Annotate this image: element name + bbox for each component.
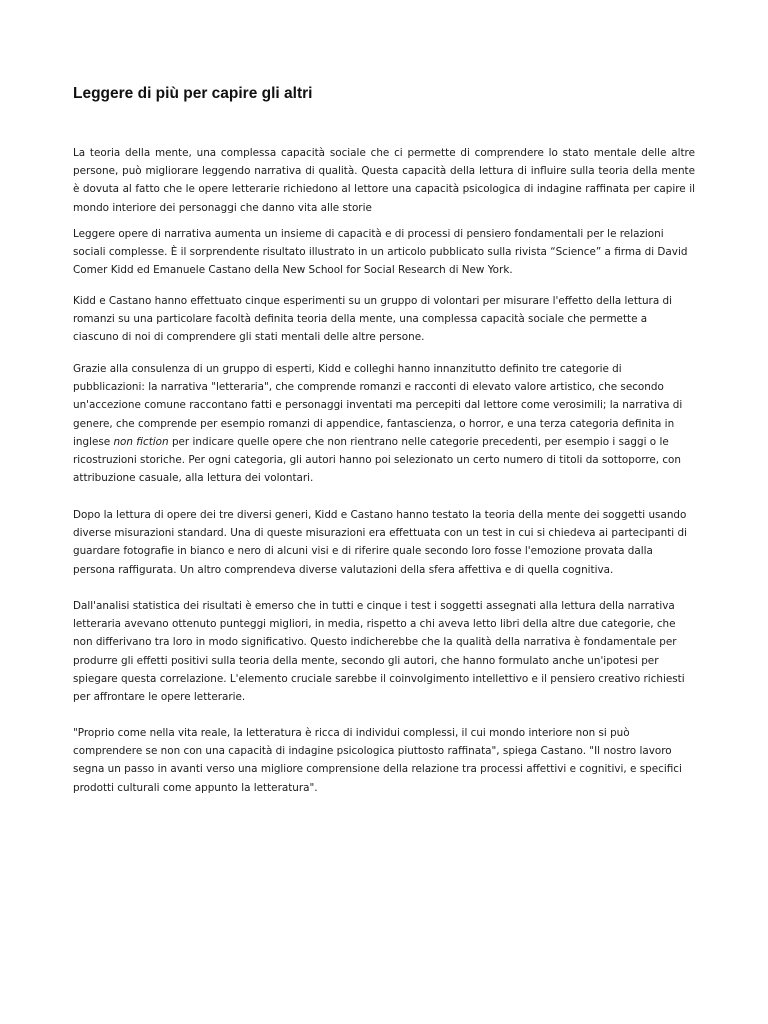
paragraph-quote: "Proprio come nella vita reale, la letteratura è ricca di individui complessi, il cui mondo interiore non si può comprendere se non con una capacità di indagine psicologica piuttosto raffinata", spiega Castano. "Il nostro lavoro segna un passo in avanti verso una migliore comprensione della relazione tra processi affettivi e cognitivi, e specifici prodotti culturali come appunto la letteratura". xyxy=(73,727,682,794)
paragraph-science-article: Leggere opere di narrativa aumenta un insieme di capacità e di processi di pensiero fondamentali per le relazioni sociali complesse. È il sorprendente risultato illustrato in un articolo pubblicato sulla rivista “Science” a firma di David Comer Kidd ed Emanuele Castano della New School for Social Research di New York. xyxy=(73,228,688,277)
paragraph-results: Dall'analisi statistica dei risultati è emerso che in tutti e cinque i test i soggetti assegnati alla lettura della narrativa letteraria avevano ottenuto punteggi migliori, in media, rispetto a chi aveva letto libri della altre due categorie, che non differivano tra loro in modo significativo. Questo indicherebbe che la qualità della narrativa è fondamentale per produrre gli effetti positivi sulla teoria della mente, secondo gli autori, che hanno formulato anche un'ipotesi per spiegare questa correlazione. L'elemento cruciale sarebbe il coinvolgimento intellettivo e il pensiero creativo richiesti per affrontare le opere letterarie. xyxy=(73,600,685,704)
paragraph-categories-text-start: Grazie alla consulenza di un gruppo di esperti, Kidd e colleghi hanno innanzitutto definito tre categorie di pubblicazioni: la narrativa "letteraria", che comprende romanzi e racconti di elevato valore artistico, che secondo un'accezione comune raccontano fatti e personaggi inventati ma percepiti dal lettore come verosimili; la narrativa di genere, che comprende per esempio romanzi di appendice, fantascienza, o horror, e una terza categoria definita in inglese xyxy=(73,363,683,448)
article-title: Leggere di più per capire gli altri xyxy=(73,85,313,102)
paragraph-categories-text-end: per indicare quelle opere che non rientrano nelle categorie precedenti, per esempio i saggi o le ricostruzioni storiche. Per ogni categoria, gli autori hanno poi selezionato un certo numero di titoli da sottoporre, con attribuzione casuale, alla lettura dei volontari. xyxy=(73,435,681,485)
paragraph-categories xyxy=(73,360,695,487)
non-fiction-term: non fiction xyxy=(113,435,169,448)
paragraph-intro: La teoria della mente, una complessa capacità sociale che ci permette di comprendere lo stato mentale delle altre persone, può migliorare leggendo narrativa di qualità. Questa capacità della lettura di influire sulla teoria della mente è dovuta al fatto che le opere letterarie richiedono al lettore una capacità psicologica di indagine raffinata per capire il mondo interiore dei personaggi che danno vita alle storie xyxy=(73,147,695,214)
paragraph-experiments: Kidd e Castano hanno effettuato cinque esperimenti su un gruppo di volontari per misurare l'effetto della lettura di romanzi su una particolare facoltà definita teoria della mente, una complessa capacità sociale che permette a ciascuno di noi di comprendere gli stati mentali delle altre persone. xyxy=(73,295,672,344)
paragraph-measurements: Dopo la lettura di opere dei tre diversi generi, Kidd e Castano hanno testato la teoria della mente dei soggetti usando diverse misurazioni standard. Una di queste misurazioni era effettuata con un test in cui si chiedeva ai partecipanti di guardare fotografie in bianco e nero di alcuni visi e di riferire quale secondo loro fosse l'emozione provata dalla persona raffigurata. Un altro comprendeva diverse valutazioni della sfera affettiva e di quella cognitiva. xyxy=(73,509,687,576)
